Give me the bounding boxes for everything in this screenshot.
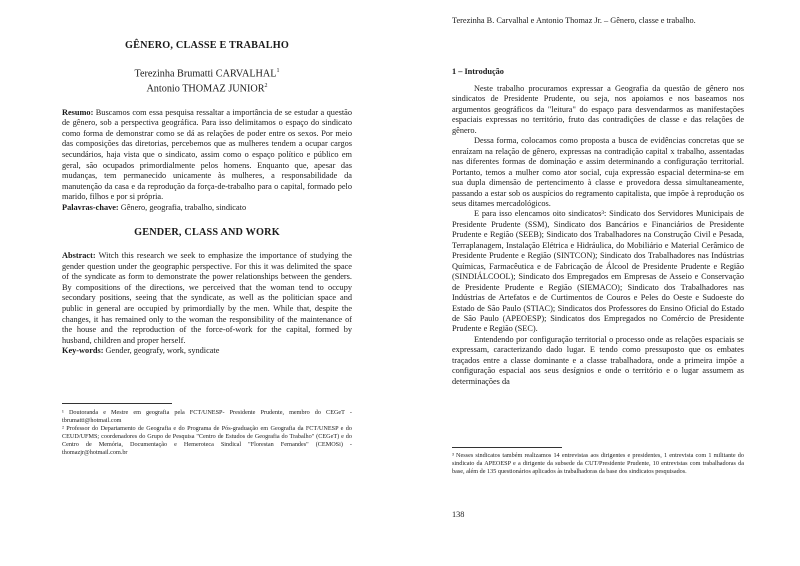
title-english: GENDER, CLASS AND WORK — [134, 227, 280, 239]
left-footnote-rule — [62, 403, 172, 404]
paragraph-4: Entendendo por configuração territorial o processo onde as relações espaciais se expressam, caracterizando dado lugar. E tendo como pressuposto que os embates traçados entre a classe dominante e a classe trabalhadora, onde a primeira impõe a configuração espacial aos seus desígnios e onde o território e o lugar assumem as determinações da — [452, 334, 744, 386]
left-page — [62, 40, 352, 357]
author-2-name: Antonio THOMAZ JUNIOR — [146, 83, 265, 95]
footnote-3: ³ Nesses sindicatos também realizamos 14 entrevistas aos dirigentes e presidentes, 1 entrevista com 1 militante do sindicato da APEOESP e a dirigente da subsede da CUT/Presidente Prudente, 10 entrevistas com trabalhadoras da base, além de 135 questionários aplicados às trabalhadoras da base dos sindicatos pesquisados. — [452, 452, 744, 476]
resumo-text: Buscamos com essa pesquisa ressaltar a importância de se estudar a questão de gênero, sob a perspectiva geográfica. Para isso delimitamos o espaço do sindicato como forma de demonstrar como se dá as relações de poder entre os sexos. Por meio das composições das diretorias, percebemos que as mulheres tendem a ocupar cargos secundários, haja vista que o sindicato, assim como o espaço político e público em geral, são ocupados primordialmente pelos homens. Enquanto que, apesar das mudanças, tem permanecido unicamente às mulheres, a responsabilidade da manutenção da casa e da reprodução da força-de-trabalho para o capital, formado pelo marido, filhos e por si própria. — [62, 107, 352, 202]
abstract-text: Witch this research we seek to emphasize the importance of studying the gender question under the geographic perspective. For this it was delimited the space of the syndicate as form to demonstrate the power relationships between the genders. By compositions of the directions, we perceived that the woman tend to occupy secondary positions, seeing that the syndicate, as well as the politician space and public in general are occupied by primordially by the men. While that, despite the changes, it has remained only to the woman the responsibility of the maintenance of the house and the reproduction of the force-of-work for the capital, formed by husband, children and proper herself. — [62, 251, 352, 345]
keywords — [62, 346, 352, 357]
right-body — [452, 84, 744, 387]
palavras-chave — [62, 203, 352, 214]
author-1-footnote-mark: 1 — [276, 68, 280, 74]
palavras-chave-label: Palavras-chave: — [62, 202, 119, 212]
palavras-chave-text: Gênero, geografia, trabalho, sindicato — [118, 202, 247, 212]
footnote-2: ² Professor do Departamento de Geografia e do Programa de Pós-graduação em Geografia da FCT/UNESP e do CEUD/UFMS; coordenadores do Grupo de Pesquisa "Centro de Estudos de Geografia do Trabalho" (CEGeT) e do Centro de Memória, Documentação e Hemeroteca Sindical "Florestan Fernandes" (CEMOSi) - thomazjr@hotmail.com.br — [62, 425, 352, 457]
resumo-label: Resumo: — [62, 107, 94, 117]
right-footnote-rule — [452, 447, 562, 448]
keywords-text: Gender, geografy, work, syndicate — [103, 346, 220, 356]
running-header: Terezinha B. Carvalhal e Antonio Thomaz Jr. – Gênero, classe e trabalho. — [452, 16, 696, 25]
page-number: 138 — [452, 510, 465, 519]
author-2-footnote-mark: 2 — [264, 83, 268, 90]
paragraph-2: Dessa forma, colocamos como proposta a busca de evidências concretas que se enraízam na relação de gênero, expressas na contradição capital x trabalho, assentadas nas diferentes formas de dominação e assim determinando a configuração territorial. Portanto, temos a mulher como ator social, cuja expressão espacial determina-se em sua dupla dimensão de pertencimento à classe e provedora dessa simultaneamente, passando a estar sob os auspícios do regramento capitalista, que impõe à reprodução os seus ditames mercadológicos. — [452, 136, 744, 208]
paragraph-3: E para isso elencamos oito sindicatos³: Sindicato dos Servidores Municipais de Presidente Prudente (SSM), Sindicato dos Bancários e Financiários de Presidente Prudente e Região (SEEB); Sindicato dos Trabalhadores na Construção Civil e Pesada, Terraplanagem, Instalação Elétrica e Hidráulica, do Mobiliário e Material Cerâmico de Presidente Prudente e Região (SINTCON); Sindicato dos Trabalhadores nas Indústrias Químicas, Farmacêutica e de Fabricação de Álcool de Presidente Prudente e Região (SINDIÁLCOOL); Sindicato dos Empregados em Empresas de Asseio e Conservação de Presidente Prudente e Região (SIEMACO); Sindicato dos Trabalhadores nas Indústrias de Artefatos e de Curtimentos de Couros e Peles do Oeste e Sudoeste do Estado de São Paulo (STIAC); Sindicatos dos Professores do Ensino Oficial do Estado de São Paulo (APEOESP); Sindicatos dos Empregados no Comércio de Presidente Prudente e Região (SEC). — [452, 209, 744, 334]
abstract-paragraph — [62, 251, 352, 346]
paragraph-1: Neste trabalho procuramos expressar a Geografia da questão de gênero nos sindicatos de Presidente Prudente, ou seja, nos apoiamos e nos baseamos nos argumentos geográficos da "leitura" do espaço para desvendarmos as manifestações espaciais expressas no território, fruto das contradições de classe e das relações de gênero. — [452, 84, 744, 135]
author-2 — [62, 80, 352, 95]
left-footnotes — [62, 409, 352, 458]
section-title: 1 – Introdução — [452, 67, 504, 76]
author-1-name: Terezinha Brumatti CARVALHAL — [134, 68, 277, 80]
title-portuguese: GÊNERO, CLASSE E TRABALHO — [125, 40, 289, 51]
resumo-paragraph — [62, 108, 352, 203]
keywords-label: Key-words: — [62, 346, 104, 356]
author-1 — [62, 65, 352, 80]
abstract-label: Abstract: — [62, 251, 96, 261]
authors — [62, 65, 352, 96]
footnote-1: ¹ Doutoranda e Mestre em geografia pela FCT/UNESP- Presidente Prudente, membro do CEGeT - tbrumatti@hotmail.com — [62, 409, 352, 425]
